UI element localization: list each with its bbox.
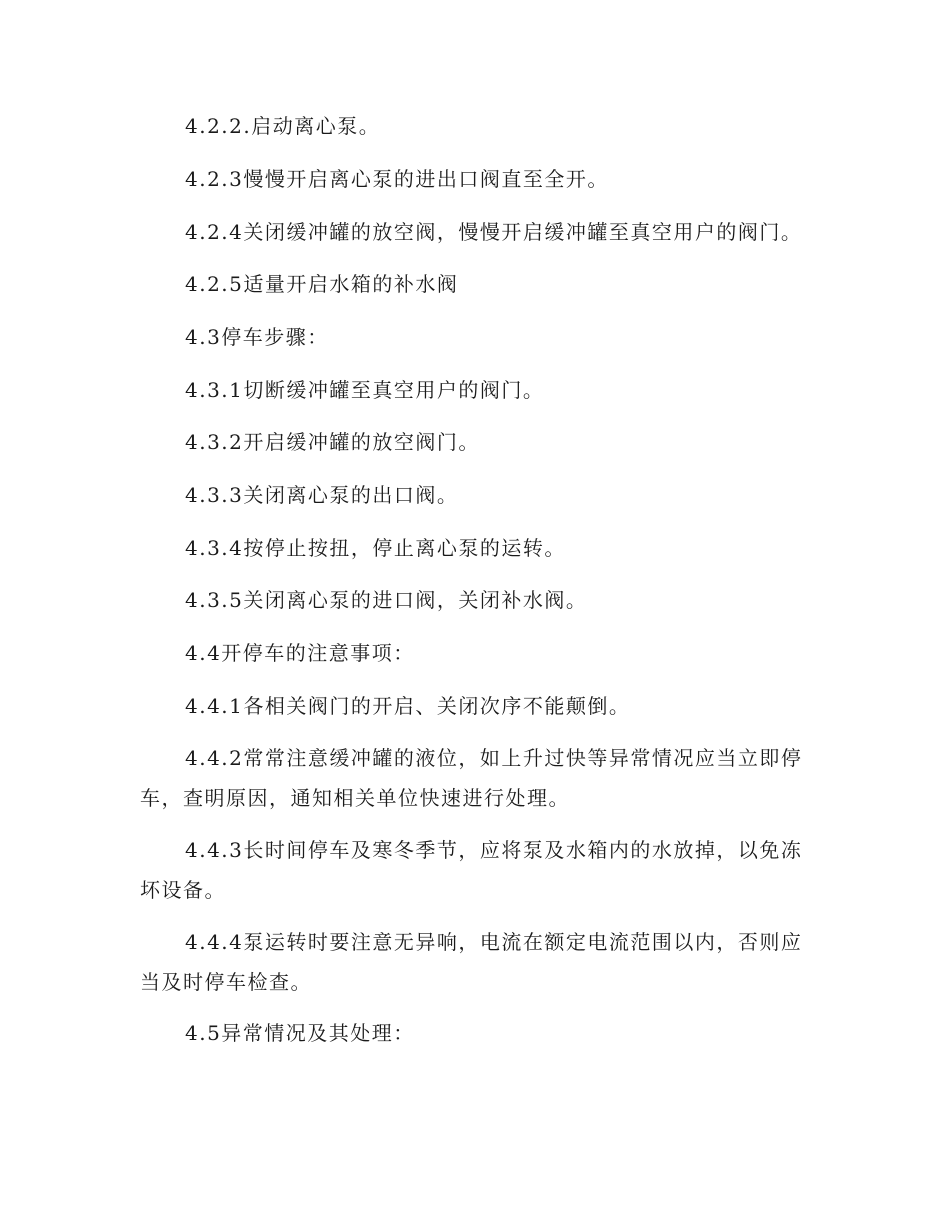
paragraph-4-2-4: 4.2.4关闭缓冲罐的放空阀，慢慢开启缓冲罐至真空用户的阀门。 [185,220,803,244]
heading-4-5: 4.5异常情况及其处理： [185,1021,415,1045]
paragraph-4-2-2: 4.2.2.启动离心泵。 [185,114,381,138]
paragraph-4-4-1: 4.4.1各相关阀门的开启、关闭次序不能颠倒。 [185,694,631,718]
paragraph-4-3-5: 4.3.5关闭离心泵的进口阀，关闭补水阀。 [185,588,588,612]
paragraph-4-3-1: 4.3.1切断缓冲罐至真空用户的阀门。 [185,378,545,402]
paragraph-4-2-3: 4.2.3慢慢开启离心泵的进出口阀直至全开。 [185,167,609,191]
paragraph-4-4-4: 4.4.4泵运转时要注意无异响，电流在额定电流范围以内，否则应当及时停车检查。 [140,930,803,994]
heading-4-4: 4.4开停车的注意事项： [185,641,415,665]
paragraph-4-3-3: 4.3.3关闭离心泵的出口阀。 [185,483,459,507]
paragraph-4-3-4: 4.3.4按停止按扭，停止离心泵的运转。 [185,536,566,560]
paragraph-4-3-2: 4.3.2开启缓冲罐的放空阀门。 [185,430,480,454]
paragraph-4-2-5: 4.2.5适量开启水箱的补水阀 [185,272,459,296]
paragraph-4-4-2: 4.4.2常常注意缓冲罐的液位，如上升过快等异常情况应当立即停车，查明原因，通知相关单位快速进行处理。 [140,746,803,810]
paragraph-4-4-3: 4.4.3长时间停车及寒冬季节，应将泵及水箱内的水放掉，以免冻坏设备。 [140,838,803,902]
heading-4-3: 4.3停车步骤： [185,325,329,349]
